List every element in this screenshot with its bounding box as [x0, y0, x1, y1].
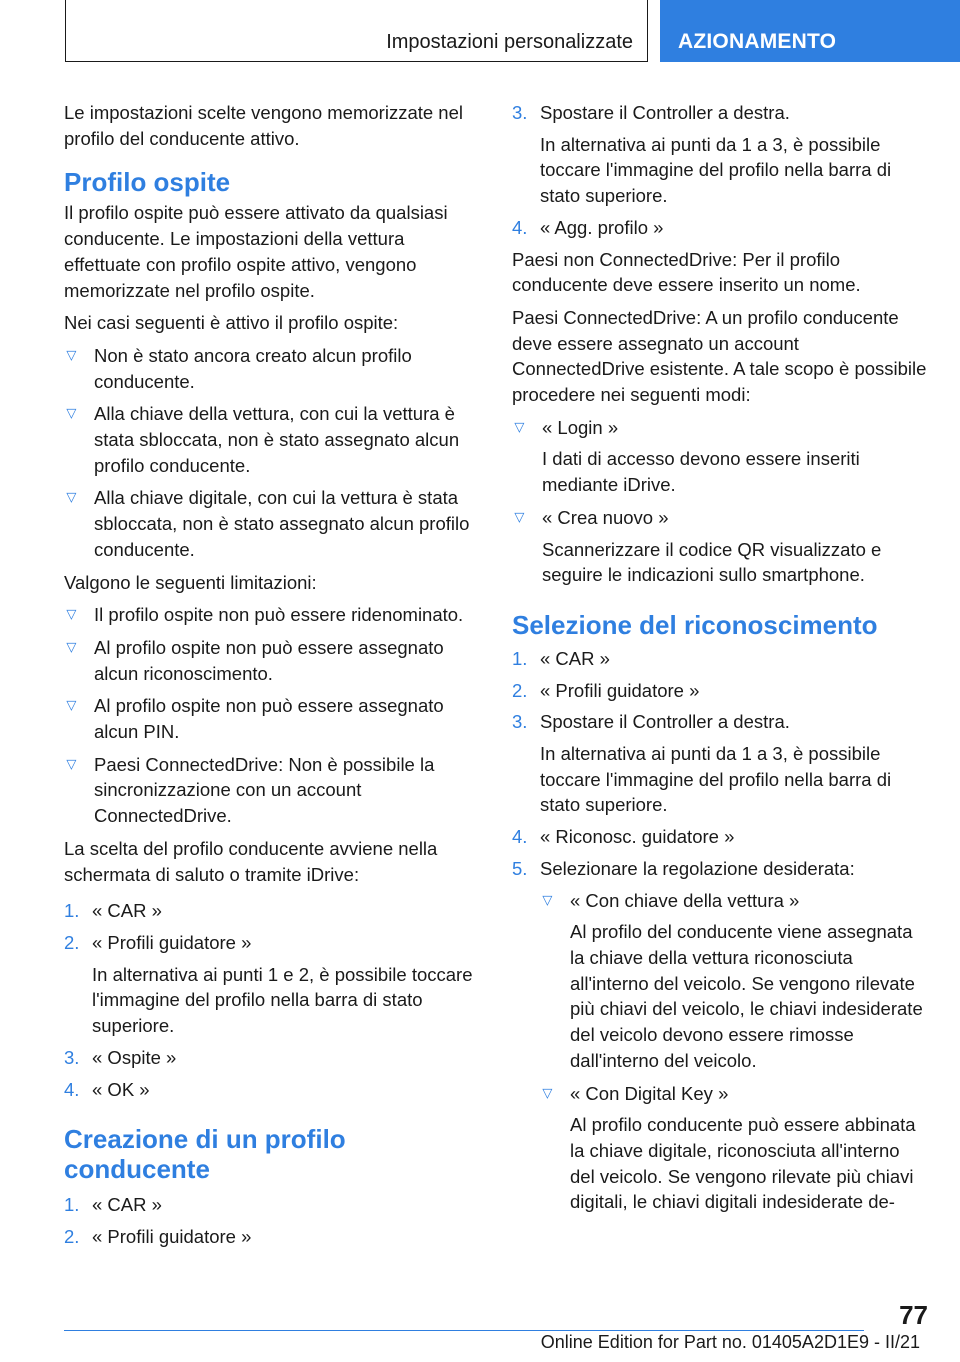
step-text: « Profili guidatore » — [540, 679, 700, 701]
list-item — [540, 888, 927, 1074]
list-item: ▷ Non è stato ancora creato alcun profilo conducente. — [64, 343, 479, 394]
step-number: 2. — [64, 931, 80, 953]
step-item — [512, 100, 927, 209]
step-number: 2. — [64, 1225, 80, 1247]
step-text: « CAR » — [540, 647, 610, 669]
step-number: 1. — [64, 900, 80, 922]
step-text: « Profili guidatore » — [92, 1225, 252, 1247]
step-text: « Agg. profilo » — [540, 216, 664, 238]
option-label: « Con chiave della vettura » — [570, 889, 800, 911]
step-item — [512, 709, 927, 818]
step-note: In alternativa ai punti da 1 a 3, è possibile toccare l'immagine del profilo nella barra di stato superiore. — [540, 743, 892, 816]
numbered-list — [64, 898, 479, 1102]
step-number: 2. — [512, 679, 528, 701]
option-note: Scannerizzare il codice QR visualizzato e seguire le indicazioni sullo smartphone. — [542, 538, 882, 586]
step-text: Spostare il Controller a destra. — [540, 711, 790, 733]
paragraph: Paesi ConnectedDrive: A un profilo conducente deve essere assegnato un account ConnectedDrive esistente. A tale scopo è possibile procedere nei seguenti modi: — [512, 306, 927, 406]
step-item — [512, 856, 927, 1215]
intro-paragraph: Le impostazioni scelte vengono memorizzate nel profilo del conducente attivo. — [64, 102, 463, 149]
paragraph: Paesi non ConnectedDrive: Per il profilo conducente deve essere inserito un nome. — [512, 248, 861, 296]
step-item — [512, 824, 927, 850]
step-text: Selezionare la regolazione desiderata: — [540, 857, 855, 879]
step-note: In alternativa ai punti da 1 a 3, è possibile toccare l'immagine del profilo nella barra di stato superiore. — [540, 133, 892, 207]
step-text: Spostare il Controller a destra. — [540, 102, 790, 123]
step-text: « Ospite » — [92, 1046, 177, 1068]
option-label: « Crea nuovo » — [542, 506, 669, 528]
step-item — [64, 1077, 479, 1103]
page-header — [65, 0, 960, 65]
paragraph: Il profilo ospite può essere attivato da qualsiasi conducente. Le impostazioni della vettura effettuate con profilo ospite attivo, vengono memorizzate nel profilo ospite. — [64, 202, 448, 301]
list-item: ▷ Paesi ConnectedDrive: Non è possibile la sincronizzazione con un account ConnectedDrive. — [64, 752, 479, 829]
bullet-list — [64, 343, 479, 563]
step-item — [64, 1192, 479, 1218]
step-text: « Riconosc. guidatore » — [540, 826, 735, 848]
heading-profilo-ospite: Profilo ospite — [64, 167, 231, 198]
chapter-tab: AZIONAMENTO — [660, 0, 960, 62]
footer-divider — [64, 1330, 864, 1331]
heading-creazione-profilo: Creazione di un profilo conducente — [64, 1124, 346, 1185]
list-item: ▷ Alla chiave digitale, con cui la vettura è stata sbloccata, non è stato assegnato alcun profilo conducente. — [64, 485, 479, 562]
step-number: 4. — [64, 1078, 80, 1100]
step-note: In alternativa ai punti 1 e 2, è possibile toccare l'immagine del profilo nella barra di stato superiore. — [92, 963, 473, 1037]
step-text: « CAR » — [92, 900, 162, 922]
list-item — [512, 505, 927, 588]
paragraph: La scelta del profilo conducente avviene nella schermata di saluto o tramite iDrive: — [64, 837, 438, 885]
option-note: I dati di accesso devono essere inseriti mediante iDrive. — [542, 448, 860, 496]
step-item — [64, 930, 479, 1039]
numbered-list — [512, 100, 927, 241]
step-number: 3. — [512, 102, 528, 123]
option-note: Al profilo conducente può essere abbinata la chiave digitale, riconosciuta all'interno del veicolo. Se vengono rilevate più chiavi digitali, le chiavi digitali indesiderate de- — [570, 1114, 916, 1213]
step-number: 5. — [512, 857, 528, 879]
paragraph: Valgono le seguenti limitazioni: — [64, 571, 317, 593]
section-title: Impostazioni personalizzate — [65, 0, 648, 62]
page-number: 77 — [899, 1300, 928, 1330]
step-number: 4. — [512, 826, 528, 848]
list-item: ▷ Al profilo ospite non può essere assegnato alcun riconoscimento. — [64, 635, 479, 686]
paragraph: Nei casi seguenti è attivo il profilo ospite: — [64, 312, 399, 334]
step-number: 1. — [64, 1194, 80, 1216]
step-text: « Profili guidatore » — [92, 931, 252, 953]
step-text: « CAR » — [92, 1194, 162, 1216]
edition-note: Online Edition for Part no. 01405A2D1E9 - II/21 — [540, 1332, 920, 1352]
numbered-list — [512, 646, 927, 1215]
bullet-list — [512, 415, 927, 588]
left-column — [64, 100, 479, 1256]
list-item: ▷ Il profilo ospite non può essere ridenominato. — [64, 602, 479, 628]
option-label: « Con Digital Key » — [570, 1082, 729, 1104]
heading-selezione-riconoscimento: Selezione del riconoscimento — [512, 609, 878, 640]
right-column — [512, 100, 927, 1222]
nested-bullet-list — [540, 888, 927, 1215]
list-item — [540, 1081, 927, 1216]
list-item: ▷ Alla chiave della vettura, con cui la vettura è stata sbloccata, non è stato assegnato alcun profilo conducente. — [64, 401, 479, 478]
step-item — [512, 678, 927, 704]
step-item — [64, 1224, 479, 1250]
bullet-list — [64, 602, 479, 829]
step-item — [512, 215, 927, 241]
step-number: 4. — [512, 216, 528, 238]
step-number: 3. — [512, 711, 528, 733]
step-number: 1. — [512, 647, 528, 669]
numbered-list — [64, 1192, 479, 1249]
step-number: 3. — [64, 1046, 80, 1068]
option-label: « Login » — [542, 416, 619, 438]
list-item: ▷ Al profilo ospite non può essere assegnato alcun PIN. — [64, 693, 479, 744]
step-text: « OK » — [92, 1078, 150, 1100]
list-item — [512, 415, 927, 498]
option-note: Al profilo del conducente viene assegnata la chiave della vettura riconosciuta all'interno del veicolo. Se vengono rilevate più chiavi del veicolo, le chiavi indesiderate del veicolo devono essere rimosse dall'interno del veicolo. — [570, 921, 923, 1071]
step-item — [64, 898, 479, 924]
step-item — [64, 1045, 479, 1071]
step-item — [512, 646, 927, 672]
